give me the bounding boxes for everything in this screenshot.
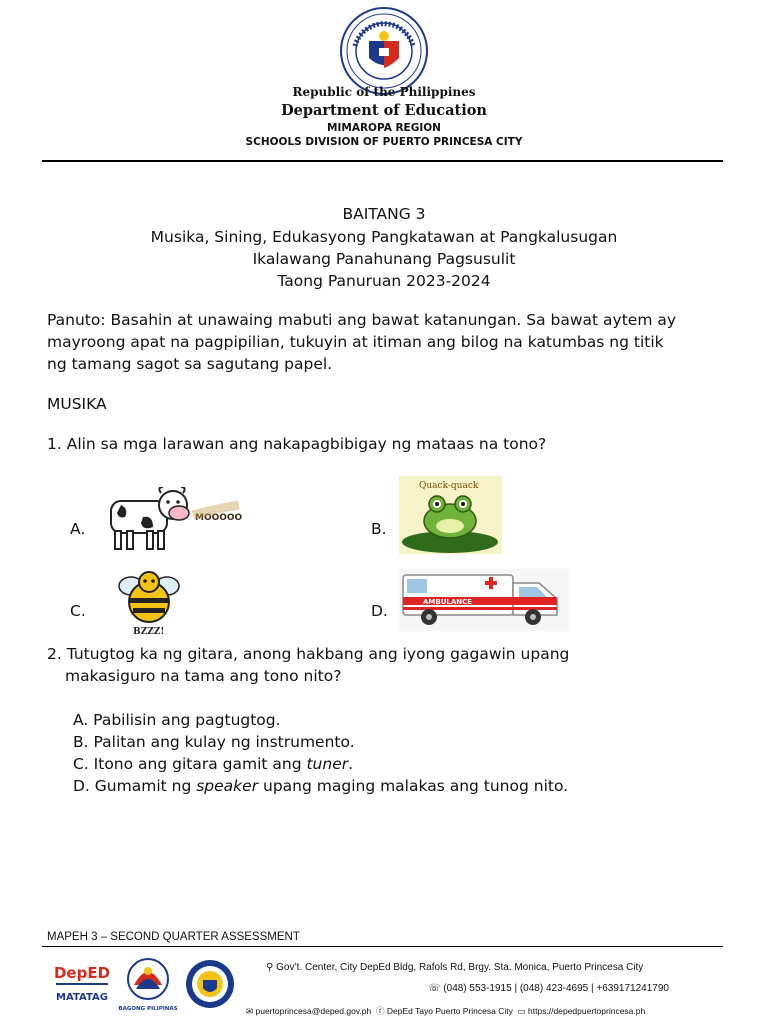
website-link[interactable]: https://depedpuertoprincesa.ph xyxy=(528,1006,646,1016)
footer-contacts xyxy=(246,1005,645,1017)
question-1-option-b-letter: B. xyxy=(371,520,387,538)
instructions-text: : Basahin at unawaing mabuti ang bawat katanungan. Sa bawat aytem ay mayroong apat na pagpipilian, tukuyin at itiman ang bilog na katumbas ng titik ng tamang sagot sa sagutang papel. xyxy=(47,311,677,373)
facebook-link[interactable]: DepEd Tayo Puerto Princesa City xyxy=(386,1006,513,1016)
region-heading: MIMAROPA REGION xyxy=(327,122,441,134)
department-heading: Department of Education xyxy=(281,102,487,119)
option-c-suffix: . xyxy=(348,755,354,773)
cow-picture xyxy=(103,487,243,553)
option-a-text: A. Pabilisin ang pagtugtog. xyxy=(73,711,281,729)
deped-matatag-logo xyxy=(52,958,112,1008)
phone-icon: ☏ xyxy=(428,983,441,994)
question-1-option-c-letter: C. xyxy=(70,602,86,620)
footer-phones xyxy=(428,983,669,994)
quarter-title: Ikalawang Panahunang Pagsusulit xyxy=(252,250,516,268)
school-year-title: Taong Panuruan 2023-2024 xyxy=(277,272,491,290)
section-heading: MUSIKA xyxy=(47,395,107,413)
republic-heading: Republic of the Philippines xyxy=(292,85,476,99)
website-icon: ▭ xyxy=(517,1006,526,1016)
bagong-pilipinas-text: BAGONG PILIPINAS xyxy=(118,1006,178,1012)
bee-picture xyxy=(103,568,199,636)
footer-address xyxy=(266,962,643,973)
deped-seal-logo xyxy=(339,6,429,96)
option-d-emphasis: speaker xyxy=(196,777,259,795)
question-2-option-c xyxy=(73,753,568,775)
option-b-text: B. Palitan ang kulay ng instrumento. xyxy=(73,733,355,751)
instructions-label: Panuto xyxy=(47,311,101,329)
facebook-icon: ⓕ xyxy=(375,1006,385,1016)
matatag-logo-text: MATATAG xyxy=(56,992,108,1003)
question-2-option-a xyxy=(73,709,568,731)
ambulance-picture xyxy=(399,569,569,631)
option-c-text: C. Itono ang gitara gamit ang xyxy=(73,755,307,773)
question-1-option-a-letter: A. xyxy=(70,520,86,538)
instructions-paragraph xyxy=(47,309,687,375)
cow-sound-caption: MOOOOO xyxy=(195,513,243,523)
location-pin-icon: ⚲ xyxy=(266,962,274,973)
option-d-suffix: upang maging malakas ang tunog nito. xyxy=(258,777,569,795)
phones-text: (048) 553-1915 | (048) 423-4695 | +639171241790 xyxy=(443,983,669,994)
question-2-line-2: makasiguro na tama ang tono nito? xyxy=(65,667,342,685)
subject-title: Musika, Sining, Edukasyong Pangkatawan at Pangkalusugan xyxy=(150,228,618,246)
bee-sound-caption: BZZZ! xyxy=(133,627,165,636)
email-icon: ✉ xyxy=(246,1006,254,1016)
question-1-option-d-letter: D. xyxy=(371,602,388,620)
option-d-text: D. Gumamit ng xyxy=(73,777,197,795)
deped-logo-text: DepED xyxy=(53,964,111,982)
address-text: Gov’t. Center, City DepEd Bldg, Rafols Rd, Brgy. Sta. Monica, Puerto Princesa City xyxy=(276,962,644,973)
ambulance-label-caption: AMBULANCE xyxy=(423,598,473,606)
division-heading: SCHOOLS DIVISION OF PUERTO PRINCESA CITY xyxy=(245,136,523,148)
question-2-option-d xyxy=(73,775,568,797)
question-2-line-1: 2. Tutugtog ka ng gitara, anong hakbang ang iyong gagawin upang xyxy=(47,645,570,663)
sdo-puerto-princesa-logo xyxy=(184,958,236,1010)
question-1-text: 1. Alin sa mga larawan ang nakapagbibigay ng mataas na tono? xyxy=(47,435,547,453)
footer-title: MAPEH 3 – SECOND QUARTER ASSESSMENT xyxy=(47,931,300,943)
frog-sound-caption: Quack-quack xyxy=(419,481,479,491)
question-2-options xyxy=(73,709,568,797)
frog-picture xyxy=(399,476,502,554)
grade-title: BAITANG 3 xyxy=(342,205,426,223)
option-c-emphasis: tuner xyxy=(306,755,349,773)
email-link[interactable]: puertoprincesa@deped.gov.ph xyxy=(255,1006,372,1016)
question-2-option-b xyxy=(73,731,568,753)
question-2-text xyxy=(47,643,707,687)
bagong-pilipinas-logo xyxy=(118,955,178,1013)
header-divider xyxy=(42,160,723,162)
footer-divider xyxy=(42,946,723,947)
